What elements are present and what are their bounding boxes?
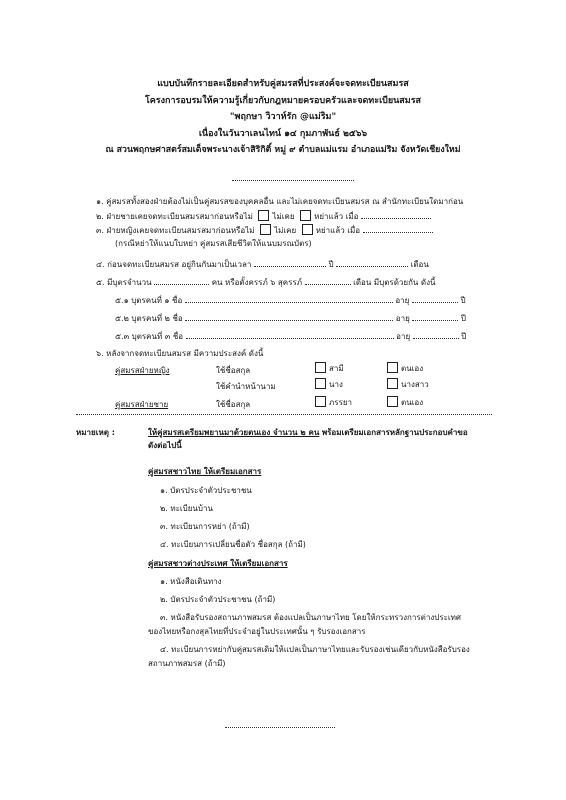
male-never-checkbox[interactable] xyxy=(258,210,269,221)
item-2-label: ๒. ฝ่ายชายเคยจดทะเบียนสมรสมาก่อนหรือไม่ xyxy=(96,212,253,221)
project-title: โครงการอบรมให้ความรู้เกี่ยวกับกฎหมายครอบครัวและจดทะเบียนสมรส xyxy=(144,95,422,106)
child-3-label: ๕.๓ บุตรคนที่ ๓ ชื่อ xyxy=(115,332,184,341)
foreign-doc-2: ๒. บัตรประจำตัวประชาชน (ถ้ามี) xyxy=(160,595,276,604)
event-date: เนื่องในวันวาเลนไทน์ ๑๔ กุมภาพันธ์ ๒๕๖๖ xyxy=(198,128,368,139)
child-1-name-field[interactable] xyxy=(185,294,393,303)
item-4 xyxy=(96,258,429,270)
cohabit-years-field[interactable] xyxy=(254,258,326,267)
self-label: ตนเอง xyxy=(401,364,424,373)
miss-label: นางสาว xyxy=(401,380,429,389)
item-5-tail: เดือน มีบุตรด้วยกัน ดังนี้ xyxy=(353,278,436,287)
item-4-months-unit: เดือน xyxy=(410,260,429,269)
form-title: แบบบันทึกรายละเอียดสำหรับคู่สมรสที่ประสงค์จะจดทะเบียนสมรส xyxy=(157,79,409,89)
item-2 xyxy=(96,210,431,222)
item-3-note: (กรณีหย่าให้แนบใบหย่า คู่สมรสเสียชีวิตให้แนบมรณบัตร) xyxy=(115,239,312,248)
wife-title-mrs-checkbox[interactable] xyxy=(315,378,326,389)
footer-divider xyxy=(225,727,335,728)
remark-docs-text: พร้อมเตรียมเอกสารหลักฐานประกอบคำขอ xyxy=(321,428,468,437)
item-5-pregnant-label: คน หรือตั้งครรภ์ ๖ สุครรภ์ xyxy=(211,278,303,287)
child-2-row xyxy=(115,312,466,324)
child-2-age-label: อายุ xyxy=(395,314,410,323)
form-header xyxy=(0,76,566,159)
event-venue: ณ สวนพฤกษศาสตร์สมเด็จพระนางเจ้าสิริกิติ์ หมู่ ๙ ตำบลแม่แรม อำเภอแม่ริม จังหวัดเชียงใหม่ xyxy=(105,145,461,155)
foreign-doc-1: ๑. หนังสือเดินทาง xyxy=(160,577,222,586)
man-surname-wife-checkbox[interactable] xyxy=(315,396,326,407)
thai-doc-3: ๓. ทะเบียนการหย่า (ถ้ามี) xyxy=(160,522,250,531)
child-3-age-label: อายุ xyxy=(396,332,411,341)
event-name: "พฤกษา วิวาห์รัก @แม่ริม" xyxy=(229,112,337,122)
item-4-years-unit: ปี xyxy=(328,260,334,269)
thai-doc-4: ๔. ทะเบียนการเปลี่ยนชื่อตัว ชื่อสกุล (ถ้ามี) xyxy=(160,540,306,549)
item-3 xyxy=(96,224,433,236)
child-3-name-field[interactable] xyxy=(186,330,394,339)
foreign-docs-heading: คู่สมรสชาวต่างประเทศ ให้เตรียมเอกสาร xyxy=(148,559,288,568)
wife-title-mrs-option xyxy=(312,378,343,391)
foreign-doc-4-cont: สถานภาพสมรส (ถ้ามี) xyxy=(148,659,226,668)
child-1-age-unit: ปี xyxy=(460,296,466,305)
wife-surname-husband-option xyxy=(312,362,344,375)
man-surname-self-checkbox[interactable] xyxy=(387,396,398,407)
mrs-label: นาง xyxy=(329,380,343,389)
foreign-doc-4: ๔. ทะเบียนการหย่ากับคู่สมรสเดิมให้แปลเป็นภาษาไทยและรับรองเช่นเดียวกับหนังสือรับรอง xyxy=(160,645,470,654)
wife-surname-self-checkbox[interactable] xyxy=(387,362,398,373)
foreign-doc-3: ๓. หนังสือรับรองสถานภาพสมรส ต้องแปลเป็นภาษาไทย โดยให้กระทรวงการต่างประเทศ xyxy=(160,613,462,622)
wife-surname-label: ใช้ชื่อสกุล xyxy=(216,366,251,375)
child-3-age-field[interactable] xyxy=(413,330,459,339)
item-6: ๖. หลังจากจดทะเบียนสมรส มีความประสงค์ ดังนี้ xyxy=(96,349,264,358)
child-1-label: ๕.๑ บุตรคนที่ ๑ ชื่อ xyxy=(115,296,183,305)
item-3-label: ๓. ฝ่ายหญิงเคยจดทะเบียนสมรสมาก่อนหรือไม่ xyxy=(96,226,255,235)
male-divorced-checkbox[interactable] xyxy=(300,210,311,221)
wife-surname-husband-checkbox[interactable] xyxy=(315,362,326,373)
female-divorced-date-field[interactable] xyxy=(363,224,433,233)
foreign-doc-3-cont: ของไทยหรือกงสุลไทยที่ประจำอยู่ในประเทศนั้น ๆ รับรองเอกสาร xyxy=(148,627,366,636)
child-3-row xyxy=(115,330,466,342)
item-1: ๑. คู่สมรสทั้งสองฝ่ายต้องไม่เป็นคู่สมรสของบุคคลอื่น และไม่เคยจดทะเบียนสมรส ณ สำนักทะเบียนใดมาก่อน xyxy=(96,197,464,206)
female-never-checkbox[interactable] xyxy=(260,224,271,235)
remark-witness-text: ให้คู่สมรสเตรียมพยานมาด้วยตนเอง จำนวน ๒ คน xyxy=(148,428,320,437)
wife-surname-self-option xyxy=(384,362,423,375)
wife-title-miss-checkbox[interactable] xyxy=(387,378,398,389)
item-5 xyxy=(96,276,436,288)
male-divorced-date-field[interactable] xyxy=(361,210,431,219)
item-4-label: ๔. ก่อนจดทะเบียนสมรส อยู่กินกันมาเป็นเวลา xyxy=(96,260,252,269)
remark-label: หมายเหตุ : xyxy=(76,428,115,437)
child-2-age-field[interactable] xyxy=(412,312,458,321)
item-5-label: ๕. มีบุตรจำนวน xyxy=(96,278,152,287)
wife-label: ภรรยา xyxy=(329,398,353,407)
man-surname-self-option xyxy=(384,396,423,409)
remark-line-2: ดังต่อไปนี้ xyxy=(148,441,182,450)
self-label-2: ตนเอง xyxy=(401,398,424,407)
female-divorced-label: หย่าแล้ว เมื่อ xyxy=(315,226,361,235)
male-divorced-label: หย่าแล้ว เมื่อ xyxy=(314,212,359,221)
remark-line-1 xyxy=(148,426,468,439)
man-surname-wife-option xyxy=(312,396,352,409)
thai-doc-2: ๒. ทะเบียนบ้าน xyxy=(160,504,213,513)
thai-doc-1: ๑. บัตรประจำตัวประชาชน xyxy=(160,486,252,495)
child-2-label: ๕.๒ บุตรคนที่ ๒ ชื่อ xyxy=(115,314,183,323)
male-never-label: ไม่เคย xyxy=(272,212,295,221)
female-divorced-checkbox[interactable] xyxy=(302,224,313,235)
child-2-age-unit: ปี xyxy=(460,314,466,323)
cohabit-months-field[interactable] xyxy=(336,258,408,267)
wife-title-label: ใช้คำนำหน้านาม xyxy=(216,382,276,391)
child-2-name-field[interactable] xyxy=(185,312,393,321)
husband-label: สามี xyxy=(329,364,344,373)
wife-title-miss-option xyxy=(384,378,429,391)
female-never-label: ไม่เคย xyxy=(274,226,297,235)
section-divider xyxy=(76,414,492,415)
man-section-label: คู่สมรสฝ่ายชาย xyxy=(115,400,169,409)
thai-docs-heading: คู่สมรสชาวไทย ให้เตรียมเอกสาร xyxy=(148,467,262,476)
pregnancy-months-field[interactable] xyxy=(305,276,351,285)
man-surname-label: ใช้ชื่อสกุล xyxy=(216,400,251,409)
child-3-age-unit: ปี xyxy=(461,332,467,341)
child-1-age-field[interactable] xyxy=(412,294,458,303)
header-divider xyxy=(232,180,354,181)
wife-section-label: คู่สมรสฝ่ายหญิง xyxy=(115,366,170,375)
child-1-row xyxy=(115,294,466,306)
child-1-age-label: อายุ xyxy=(395,296,410,305)
children-count-field[interactable] xyxy=(154,276,209,285)
